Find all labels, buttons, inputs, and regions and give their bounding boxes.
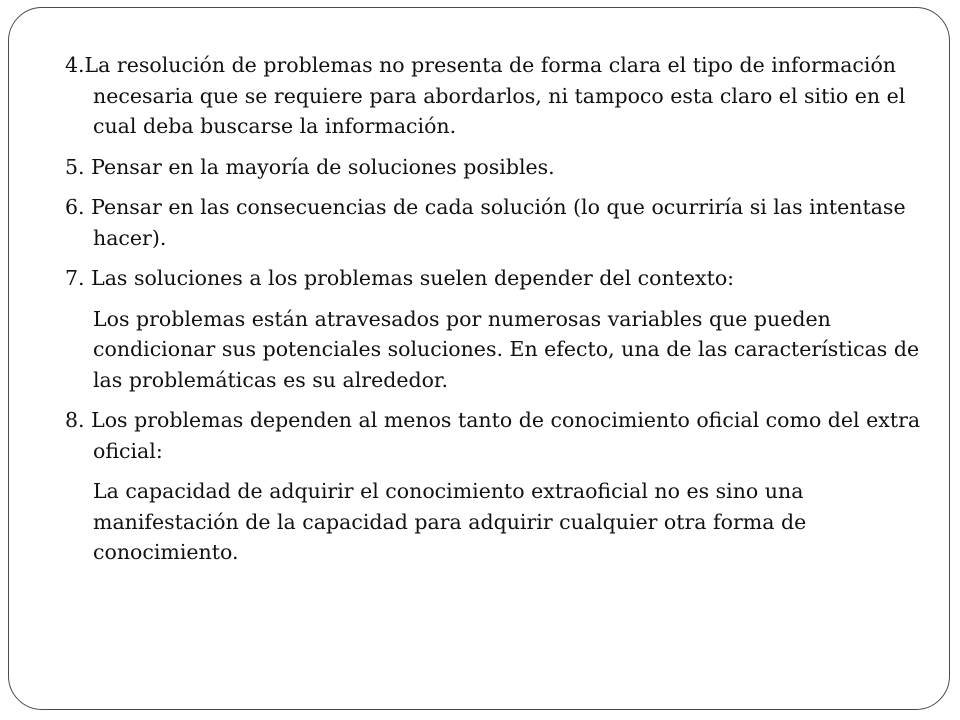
point-4: 4.La resolución de problemas no presenta de forma clara el tipo de información necesaria que se requiere para abordarlos, ni tampoco esta claro el sitio en el cual deba buscarse la información.	[65, 53, 906, 138]
point-8-detail: La capacidad de adquirir el conocimiento extraoficial no es sino una manifestación de la capacidad para adquirir cualquier otra forma de conocimiento.	[93, 479, 807, 564]
point-8: 8. Los problemas dependen al menos tanto de conocimiento oficial como del extra oficial:	[65, 408, 921, 463]
point-6: 6. Pensar en las consecuencias de cada solución (lo que ocurriría si las intentase hacer).	[65, 195, 906, 250]
point-7: 7. Las soluciones a los problemas suelen depender del contexto:	[65, 266, 735, 290]
slide-body	[65, 50, 935, 578]
point-5: 5. Pensar en la mayoría de soluciones posibles.	[65, 154, 555, 179]
slide-frame	[8, 7, 950, 710]
point-7-detail: Los problemas están atravesados por numerosas variables que pueden condicionar sus potenciales soluciones. En efecto, una de las características de las problemáticas es su alrededor.	[93, 306, 920, 392]
